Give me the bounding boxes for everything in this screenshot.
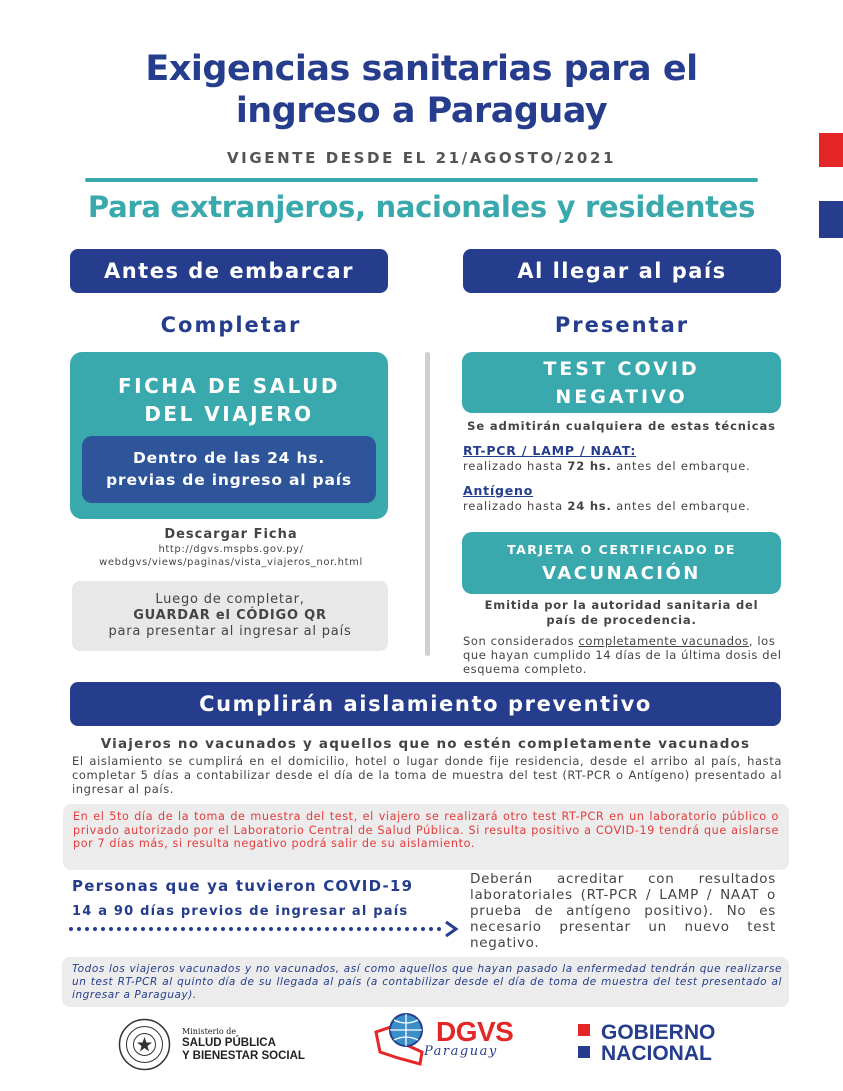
deadline-line2: previas de ingreso al país — [106, 471, 352, 489]
download-form-label: Descargar Ficha — [164, 527, 298, 542]
url-line2[interactable]: webdgvs/views/paginas/vista_viajeros_nor.html — [99, 557, 363, 568]
qr-line3: para presentar al ingresar al país — [108, 624, 352, 639]
download-form-link[interactable] — [70, 543, 392, 569]
ministry-name — [182, 1037, 305, 1063]
techniques-intro: Se admitirán cualquiera de estas técnicas — [467, 419, 776, 433]
rt-post: antes del embarque. — [611, 459, 751, 473]
vaccination-card-line2: VACUNACIÓN — [542, 563, 701, 584]
ministry-seal-icon — [118, 1018, 171, 1071]
warning-text: En el 5to día de la toma de muestra del test, el viajero se realizará otro test RT-PCR en un laboratorio público o privado autorizado por el Laboratorio Central de Salud Pública. Si resulta positivo a COVID-19 tendrá que aislarse por 7 días más, si resulta negativo podrá salir de su aislamiento. — [73, 810, 779, 850]
effective-date: VIGENTE DESDE EL 21/AGOSTO/2021 — [226, 149, 617, 167]
test-title-line1: TEST COVID — [543, 358, 700, 380]
health-form-deadline — [82, 436, 376, 503]
vacc-pre: Son considerados — [463, 634, 579, 648]
audience-subtitle: Para extranjeros, nacionales y residentes — [87, 190, 756, 224]
health-form-card — [70, 352, 388, 519]
gob-blue-square-icon — [578, 1046, 590, 1058]
flag-blue-stripe — [819, 201, 843, 238]
ant-hours: 24 hs. — [567, 499, 612, 513]
qr-line2 — [72, 608, 388, 624]
recovered-requirement: Deberán acreditar con resultados laboratoriales (RT-PCR / LAMP / NAAT o prueba de antígeno positivo). No es necesario presentar un nuevo test negativo. — [470, 871, 776, 951]
complete-heading: Completar — [160, 313, 302, 337]
rt-hours: 72 hs. — [567, 459, 612, 473]
rt-pre: realizado hasta — [463, 459, 568, 473]
ministry-line1: SALUD PÚBLICA — [182, 1037, 276, 1049]
qr-emphasis: GUARDAR el CÓDIGO QR — [133, 608, 327, 623]
footer-note: Todos los viajeros vacunados y no vacunados, así como aquellos que hayan pasado la enfermedad tendrán que realizarse un test RT-PCR al quinto día de su llegada al país (a contabilizar desde el día de toma de muestra del test presentado al ingresar a Paraguay). — [72, 963, 782, 1001]
column-divider — [425, 352, 430, 656]
fully-vaccinated-definition — [463, 634, 783, 676]
health-form-title — [70, 372, 388, 428]
ant-pre: realizado hasta — [463, 499, 568, 513]
vacc-term: completamente vacunados — [578, 634, 749, 648]
on-arrival-header: Al llegar al país — [463, 249, 781, 293]
deadline-line1: Dentro de las 24 hs. — [132, 449, 326, 467]
health-form-title-line1: FICHA DE SALUD — [118, 374, 340, 398]
gob-line2: NACIONAL — [601, 1042, 712, 1065]
page-title-line1: Exigencias sanitarias para el — [145, 49, 698, 89]
present-heading: Presentar — [554, 313, 690, 337]
vaccination-card-line1: TARJETA O CERTIFICADO DE — [507, 542, 736, 557]
dgvs-logo-icon — [374, 1012, 434, 1068]
issued-line2: país de procedencia. — [546, 613, 697, 627]
page-title-line2: ingreso a Paraguay — [235, 91, 608, 131]
test-title-line2: NEGATIVO — [555, 386, 688, 408]
dgvs-logo-subtitle: Paraguay — [424, 1044, 498, 1059]
antigen-technique — [463, 483, 793, 514]
government-logo-text — [601, 1022, 715, 1064]
rt-pcr-label: RT-PCR / LAMP / NAAT: — [463, 443, 637, 458]
title-divider — [85, 178, 758, 182]
antigen-label: Antígeno — [463, 483, 534, 498]
flag-red-stripe — [819, 133, 843, 167]
qr-line1: Luego de completar, — [155, 592, 305, 607]
page-title — [0, 48, 843, 132]
isolation-target: Viajeros no vacunados y aquellos que no estén completamente vacunados — [100, 736, 751, 752]
before-boarding-header: Antes de embarcar — [70, 249, 388, 293]
vaccination-card — [462, 532, 781, 594]
save-qr-note — [72, 581, 388, 651]
gob-red-square-icon — [578, 1024, 590, 1036]
recovered-title: Personas que ya tuvieron COVID-19 — [72, 877, 414, 895]
recovered-period: 14 a 90 días previos de ingresar al país — [72, 904, 409, 919]
vacc-post: , los que hayan cumplido 14 días de la última dosis del esquema completo. — [463, 634, 782, 676]
dotted-arrow-icon — [68, 919, 460, 939]
ministry-line2: Y BIENESTAR SOCIAL — [182, 1050, 305, 1062]
rt-pcr-technique — [463, 443, 793, 474]
health-form-title-line2: DEL VIAJERO — [144, 402, 314, 426]
isolation-header: Cumplirán aislamiento preventivo — [70, 682, 781, 726]
isolation-text: El aislamiento se cumplirá en el domicilio, hotel o lugar donde fije residencia, desde el arribo al país, hasta completar 5 días a contabilizar desde el día de la toma de muestra del test (RT-PCR o Antígeno) presentado al ingresar al país. — [72, 754, 782, 796]
issued-by-note — [462, 598, 781, 628]
negative-test-card — [462, 352, 781, 413]
dgvs-logo-text: DGVS — [436, 1016, 514, 1047]
gob-line1: GOBIERNO — [601, 1021, 716, 1044]
ministry-small-label: Ministerio de — [182, 1027, 237, 1036]
issued-line1: Emitida por la autoridad sanitaria del — [484, 598, 759, 612]
ant-post: antes del embarque. — [611, 499, 751, 513]
url-line1[interactable]: http://dgvs.mspbs.gov.py/ — [158, 544, 304, 555]
